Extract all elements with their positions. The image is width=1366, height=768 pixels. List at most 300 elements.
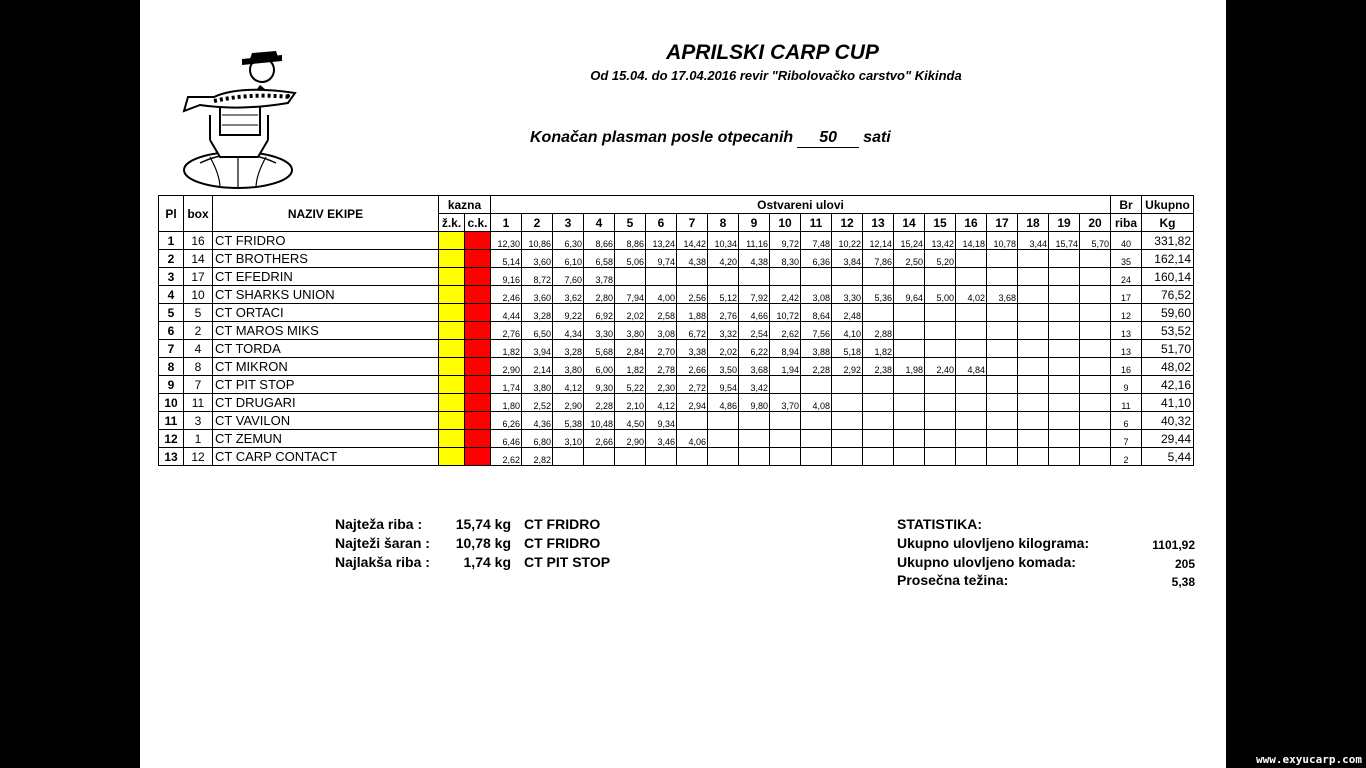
catch-cell: 14,42 <box>677 232 708 250</box>
header-penalty: kazna <box>439 196 491 214</box>
catch-cell <box>615 448 646 466</box>
header-catch-number: 3 <box>553 214 584 232</box>
placement-cell: 6 <box>159 322 184 340</box>
catch-cell <box>987 268 1018 286</box>
catch-cell <box>1018 430 1049 448</box>
catch-cell: 2,80 <box>584 286 615 304</box>
fisherman-with-carp-icon <box>180 45 305 190</box>
catch-cell: 9,72 <box>770 232 801 250</box>
yellow-card-cell <box>439 268 465 286</box>
team-name-cell: CT TORDA <box>213 340 439 358</box>
yellow-card-cell <box>439 304 465 322</box>
catch-cell: 1,88 <box>677 304 708 322</box>
catch-cell: 2,02 <box>708 340 739 358</box>
catch-cell <box>987 304 1018 322</box>
placement-cell: 1 <box>159 232 184 250</box>
statistic-value: 1101,92 <box>1152 538 1195 552</box>
catch-cell: 6,36 <box>801 250 832 268</box>
catch-cell: 2,48 <box>832 304 863 322</box>
total-kg-cell: 29,44 <box>1142 430 1194 448</box>
catch-cell: 3,94 <box>522 340 553 358</box>
catch-cell: 4,10 <box>832 322 863 340</box>
catch-cell: 6,30 <box>553 232 584 250</box>
statistic-label: Ukupno ulovljeno komada: <box>897 553 1076 570</box>
red-card-cell <box>465 358 491 376</box>
catch-cell: 6,22 <box>739 340 770 358</box>
catch-cell: 8,86 <box>615 232 646 250</box>
statistics-heading: STATISTIKA: <box>897 516 983 532</box>
catch-cell <box>956 304 987 322</box>
table-row <box>159 250 1194 268</box>
team-name-cell: CT VAVILON <box>213 412 439 430</box>
header-team-name: NAZIV EKIPE <box>213 196 439 232</box>
catch-cell: 9,34 <box>646 412 677 430</box>
catch-cell: 3,28 <box>553 340 584 358</box>
catch-cell <box>863 268 894 286</box>
fish-count-cell: 11 <box>1111 394 1142 412</box>
catch-cell: 3,42 <box>739 376 770 394</box>
catch-cell <box>894 322 925 340</box>
catch-cell <box>987 322 1018 340</box>
catch-cell <box>1049 394 1080 412</box>
table-row <box>159 340 1194 358</box>
total-kg-cell: 331,82 <box>1142 232 1194 250</box>
catch-cell <box>894 412 925 430</box>
box-cell: 11 <box>184 394 213 412</box>
catch-cell <box>987 250 1018 268</box>
header-red-card: c.k. <box>465 214 491 232</box>
catch-cell: 9,22 <box>553 304 584 322</box>
catch-cell <box>1049 358 1080 376</box>
catch-cell: 6,72 <box>677 322 708 340</box>
yellow-card-cell <box>439 430 465 448</box>
catch-cell: 1,94 <box>770 358 801 376</box>
table-row <box>159 358 1194 376</box>
catch-cell: 7,92 <box>739 286 770 304</box>
header-fish-count-unit: riba <box>1111 214 1142 232</box>
catch-cell <box>863 304 894 322</box>
catch-cell <box>894 448 925 466</box>
placement-cell: 8 <box>159 358 184 376</box>
placement-cell: 7 <box>159 340 184 358</box>
catch-cell: 13,42 <box>925 232 956 250</box>
catch-cell: 9,54 <box>708 376 739 394</box>
fish-count-cell: 7 <box>1111 430 1142 448</box>
catch-cell: 2,28 <box>584 394 615 412</box>
catch-cell <box>770 430 801 448</box>
total-kg-cell: 53,52 <box>1142 322 1194 340</box>
fish-count-cell: 13 <box>1111 322 1142 340</box>
catch-cell <box>1049 430 1080 448</box>
catch-cell: 2,84 <box>615 340 646 358</box>
page-title: APRILSKI CARP CUP <box>666 41 879 64</box>
header-catch-number: 14 <box>894 214 925 232</box>
catch-cell: 14,18 <box>956 232 987 250</box>
header-catch-number: 2 <box>522 214 553 232</box>
box-cell: 14 <box>184 250 213 268</box>
catch-cell: 2,66 <box>677 358 708 376</box>
catch-cell <box>956 250 987 268</box>
catch-cell <box>1049 286 1080 304</box>
catch-cell: 10,48 <box>584 412 615 430</box>
catch-cell: 3,80 <box>522 376 553 394</box>
catch-cell <box>708 448 739 466</box>
fish-count-cell: 40 <box>1111 232 1142 250</box>
catch-cell <box>1049 250 1080 268</box>
catch-cell <box>987 376 1018 394</box>
table-row <box>159 232 1194 250</box>
catch-cell: 2,90 <box>615 430 646 448</box>
box-cell: 16 <box>184 232 213 250</box>
catch-cell <box>1080 286 1111 304</box>
catch-cell: 1,74 <box>491 376 522 394</box>
catch-cell: 4,38 <box>739 250 770 268</box>
catch-cell <box>708 430 739 448</box>
box-cell: 3 <box>184 412 213 430</box>
catch-cell: 4,12 <box>553 376 584 394</box>
catch-cell <box>801 376 832 394</box>
catch-cell <box>1080 268 1111 286</box>
catch-cell: 7,94 <box>615 286 646 304</box>
catch-cell: 4,06 <box>677 430 708 448</box>
header-catch-number: 15 <box>925 214 956 232</box>
box-cell: 10 <box>184 286 213 304</box>
catch-cell <box>1049 322 1080 340</box>
catch-cell: 4,20 <box>708 250 739 268</box>
catch-cell: 4,86 <box>708 394 739 412</box>
catch-cell <box>770 448 801 466</box>
catch-cell <box>1018 448 1049 466</box>
catch-cell <box>925 322 956 340</box>
record-label: Najteži šaran : <box>335 535 430 551</box>
catch-cell <box>801 412 832 430</box>
catch-cell: 12,14 <box>863 232 894 250</box>
catch-cell: 7,56 <box>801 322 832 340</box>
record-value: 10,78 kg <box>455 535 511 551</box>
catch-cell: 2,42 <box>770 286 801 304</box>
record-label: Najlakša riba : <box>335 554 430 570</box>
header-catch-number: 19 <box>1049 214 1080 232</box>
catch-cell: 5,36 <box>863 286 894 304</box>
header-catch-number: 10 <box>770 214 801 232</box>
catch-cell: 3,46 <box>646 430 677 448</box>
catch-cell <box>832 394 863 412</box>
header-yellow-card: ž.k. <box>439 214 465 232</box>
catch-cell <box>956 340 987 358</box>
catch-cell: 2,54 <box>739 322 770 340</box>
catch-cell <box>925 304 956 322</box>
red-card-cell <box>465 448 491 466</box>
catch-cell: 9,80 <box>739 394 770 412</box>
catch-cell <box>739 448 770 466</box>
yellow-card-cell <box>439 286 465 304</box>
catch-cell <box>863 394 894 412</box>
red-card-cell <box>465 322 491 340</box>
page-subtitle: Od 15.04. do 17.04.2016 revir "Ribolovačko carstvo" Kikinda <box>590 68 962 83</box>
catch-cell: 7,60 <box>553 268 584 286</box>
team-name-cell: CT CARP CONTACT <box>213 448 439 466</box>
catch-cell <box>1080 304 1111 322</box>
catch-cell: 3,68 <box>987 286 1018 304</box>
catch-cell: 6,10 <box>553 250 584 268</box>
catch-cell: 3,80 <box>553 358 584 376</box>
red-card-cell <box>465 376 491 394</box>
catch-cell: 3,62 <box>553 286 584 304</box>
catch-cell: 8,64 <box>801 304 832 322</box>
catch-cell <box>739 268 770 286</box>
catch-cell: 9,64 <box>894 286 925 304</box>
hours-value: 50 <box>797 129 859 148</box>
catch-cell: 2,56 <box>677 286 708 304</box>
statistic-value: 205 <box>1174 556 1195 571</box>
catch-cell: 6,50 <box>522 322 553 340</box>
catch-cell: 9,74 <box>646 250 677 268</box>
placement-cell: 3 <box>159 268 184 286</box>
fish-count-cell: 12 <box>1111 304 1142 322</box>
catch-cell <box>894 376 925 394</box>
fish-count-cell: 9 <box>1111 376 1142 394</box>
catch-cell: 2,58 <box>646 304 677 322</box>
record-team: CT PIT STOP <box>524 554 611 570</box>
total-kg-cell: 59,60 <box>1142 304 1194 322</box>
catch-cell <box>1018 340 1049 358</box>
catch-cell <box>739 412 770 430</box>
catch-cell: 3,60 <box>522 250 553 268</box>
catch-cell <box>646 448 677 466</box>
catch-cell <box>956 322 987 340</box>
header-catch-number: 18 <box>1018 214 1049 232</box>
fish-count-cell: 6 <box>1111 412 1142 430</box>
box-cell: 4 <box>184 340 213 358</box>
results-table <box>158 195 1194 466</box>
catch-cell: 2,88 <box>863 322 894 340</box>
catch-cell <box>956 394 987 412</box>
catch-cell: 8,94 <box>770 340 801 358</box>
catch-cell: 13,24 <box>646 232 677 250</box>
header-catch-number: 11 <box>801 214 832 232</box>
yellow-card-cell <box>439 394 465 412</box>
catch-cell <box>1080 412 1111 430</box>
catch-cell <box>584 448 615 466</box>
catch-cell: 2,76 <box>491 322 522 340</box>
catch-cell: 4,36 <box>522 412 553 430</box>
team-name-cell: CT MAROS MIKS <box>213 322 439 340</box>
catch-cell <box>739 430 770 448</box>
header-catch-number: 1 <box>491 214 522 232</box>
catch-cell: 7,48 <box>801 232 832 250</box>
header-catch-number: 20 <box>1080 214 1111 232</box>
catch-cell <box>925 448 956 466</box>
catch-cell: 11,16 <box>739 232 770 250</box>
catch-cell: 3,30 <box>584 322 615 340</box>
catch-cell <box>863 448 894 466</box>
total-kg-cell: 40,32 <box>1142 412 1194 430</box>
catch-cell: 2,92 <box>832 358 863 376</box>
catch-cell: 1,82 <box>863 340 894 358</box>
catch-cell <box>770 376 801 394</box>
catch-cell <box>987 340 1018 358</box>
catch-cell <box>1080 430 1111 448</box>
fish-count-cell: 35 <box>1111 250 1142 268</box>
catch-cell <box>832 430 863 448</box>
catch-cell <box>987 394 1018 412</box>
catch-cell: 2,90 <box>553 394 584 412</box>
catch-cell <box>925 340 956 358</box>
catch-cell: 5,68 <box>584 340 615 358</box>
catch-cell <box>1049 412 1080 430</box>
catch-cell <box>708 412 739 430</box>
record-row <box>335 516 635 534</box>
placement-cell: 11 <box>159 412 184 430</box>
catch-cell: 3,10 <box>553 430 584 448</box>
catch-cell: 4,44 <box>491 304 522 322</box>
table-row <box>159 322 1194 340</box>
catch-cell <box>832 268 863 286</box>
catch-cell: 10,34 <box>708 232 739 250</box>
record-row <box>335 535 635 553</box>
fish-count-cell: 2 <box>1111 448 1142 466</box>
catch-cell <box>1049 448 1080 466</box>
catch-cell: 2,62 <box>491 448 522 466</box>
red-card-cell <box>465 430 491 448</box>
fish-count-cell: 17 <box>1111 286 1142 304</box>
total-kg-cell: 48,02 <box>1142 358 1194 376</box>
catch-cell <box>894 430 925 448</box>
catch-cell: 5,06 <box>615 250 646 268</box>
header-catch-number: 7 <box>677 214 708 232</box>
catch-cell <box>863 412 894 430</box>
catch-cell: 2,10 <box>615 394 646 412</box>
catch-cell: 3,28 <box>522 304 553 322</box>
catch-cell: 5,20 <box>925 250 956 268</box>
statistic-value: 5,38 <box>1171 575 1195 589</box>
catch-cell <box>1018 322 1049 340</box>
watermark: www.exyucarp.com <box>1256 753 1362 766</box>
catch-cell: 5,18 <box>832 340 863 358</box>
team-name-cell: CT ZEMUN <box>213 430 439 448</box>
catch-cell <box>1049 340 1080 358</box>
catch-cell <box>894 394 925 412</box>
catch-cell <box>987 412 1018 430</box>
catch-cell: 3,50 <box>708 358 739 376</box>
catch-cell: 4,08 <box>801 394 832 412</box>
catch-cell <box>925 430 956 448</box>
catch-cell <box>1080 322 1111 340</box>
catch-cell <box>956 430 987 448</box>
catch-cell <box>770 268 801 286</box>
total-kg-cell: 160,14 <box>1142 268 1194 286</box>
total-kg-cell: 76,52 <box>1142 286 1194 304</box>
catch-cell: 2,72 <box>677 376 708 394</box>
yellow-card-cell <box>439 412 465 430</box>
catch-cell: 10,78 <box>987 232 1018 250</box>
catch-cell: 2,94 <box>677 394 708 412</box>
catch-cell <box>925 394 956 412</box>
catch-cell <box>801 268 832 286</box>
catch-cell <box>925 412 956 430</box>
table-row <box>159 394 1194 412</box>
catch-cell <box>956 376 987 394</box>
catch-cell: 9,16 <box>491 268 522 286</box>
catch-cell: 6,58 <box>584 250 615 268</box>
catch-cell: 2,66 <box>584 430 615 448</box>
placement-cell: 5 <box>159 304 184 322</box>
catch-cell <box>1018 304 1049 322</box>
catch-cell: 2,52 <box>522 394 553 412</box>
catch-cell: 3,44 <box>1018 232 1049 250</box>
catch-cell: 2,38 <box>863 358 894 376</box>
catch-cell <box>615 268 646 286</box>
box-cell: 17 <box>184 268 213 286</box>
catch-cell: 8,66 <box>584 232 615 250</box>
catch-cell: 8,30 <box>770 250 801 268</box>
catch-cell: 4,34 <box>553 322 584 340</box>
box-cell: 5 <box>184 304 213 322</box>
placement-cell: 4 <box>159 286 184 304</box>
fish-count-cell: 16 <box>1111 358 1142 376</box>
placement-cell: 9 <box>159 376 184 394</box>
team-name-cell: CT BROTHERS <box>213 250 439 268</box>
catch-cell: 3,70 <box>770 394 801 412</box>
table-row <box>159 286 1194 304</box>
table-row <box>159 448 1194 466</box>
header-catch-number: 8 <box>708 214 739 232</box>
statistic-label: Prosečna težina: <box>897 572 1009 588</box>
catch-cell: 5,22 <box>615 376 646 394</box>
catch-cell: 2,28 <box>801 358 832 376</box>
catch-cell <box>832 448 863 466</box>
catch-cell: 3,08 <box>646 322 677 340</box>
catch-cell <box>646 268 677 286</box>
yellow-card-cell <box>439 358 465 376</box>
catch-cell <box>801 448 832 466</box>
catch-cell <box>987 448 1018 466</box>
catch-cell: 3,38 <box>677 340 708 358</box>
catch-cell: 3,32 <box>708 322 739 340</box>
placement-cell: 13 <box>159 448 184 466</box>
box-cell: 12 <box>184 448 213 466</box>
total-kg-cell: 41,10 <box>1142 394 1194 412</box>
catch-cell: 5,70 <box>1080 232 1111 250</box>
yellow-card-cell <box>439 376 465 394</box>
header-pl: Pl <box>159 196 184 232</box>
header-catch-number: 6 <box>646 214 677 232</box>
record-value: 1,74 kg <box>463 554 511 570</box>
team-name-cell: CT SHARKS UNION <box>213 286 439 304</box>
yellow-card-cell <box>439 448 465 466</box>
catch-cell <box>894 268 925 286</box>
catch-cell <box>832 376 863 394</box>
catch-cell <box>925 268 956 286</box>
catch-cell: 4,12 <box>646 394 677 412</box>
total-kg-cell: 162,14 <box>1142 250 1194 268</box>
record-row <box>335 554 635 572</box>
catch-cell <box>1080 340 1111 358</box>
catch-cell: 10,22 <box>832 232 863 250</box>
catch-cell: 5,38 <box>553 412 584 430</box>
catch-cell: 6,92 <box>584 304 615 322</box>
table-row <box>159 430 1194 448</box>
placement-cell: 10 <box>159 394 184 412</box>
catch-cell: 2,70 <box>646 340 677 358</box>
team-name-cell: CT DRUGARI <box>213 394 439 412</box>
placement-cell: 12 <box>159 430 184 448</box>
catch-cell <box>956 412 987 430</box>
box-cell: 1 <box>184 430 213 448</box>
header-fish-count: Br <box>1111 196 1142 214</box>
catch-cell <box>553 448 584 466</box>
header-total-unit: Kg <box>1142 214 1194 232</box>
